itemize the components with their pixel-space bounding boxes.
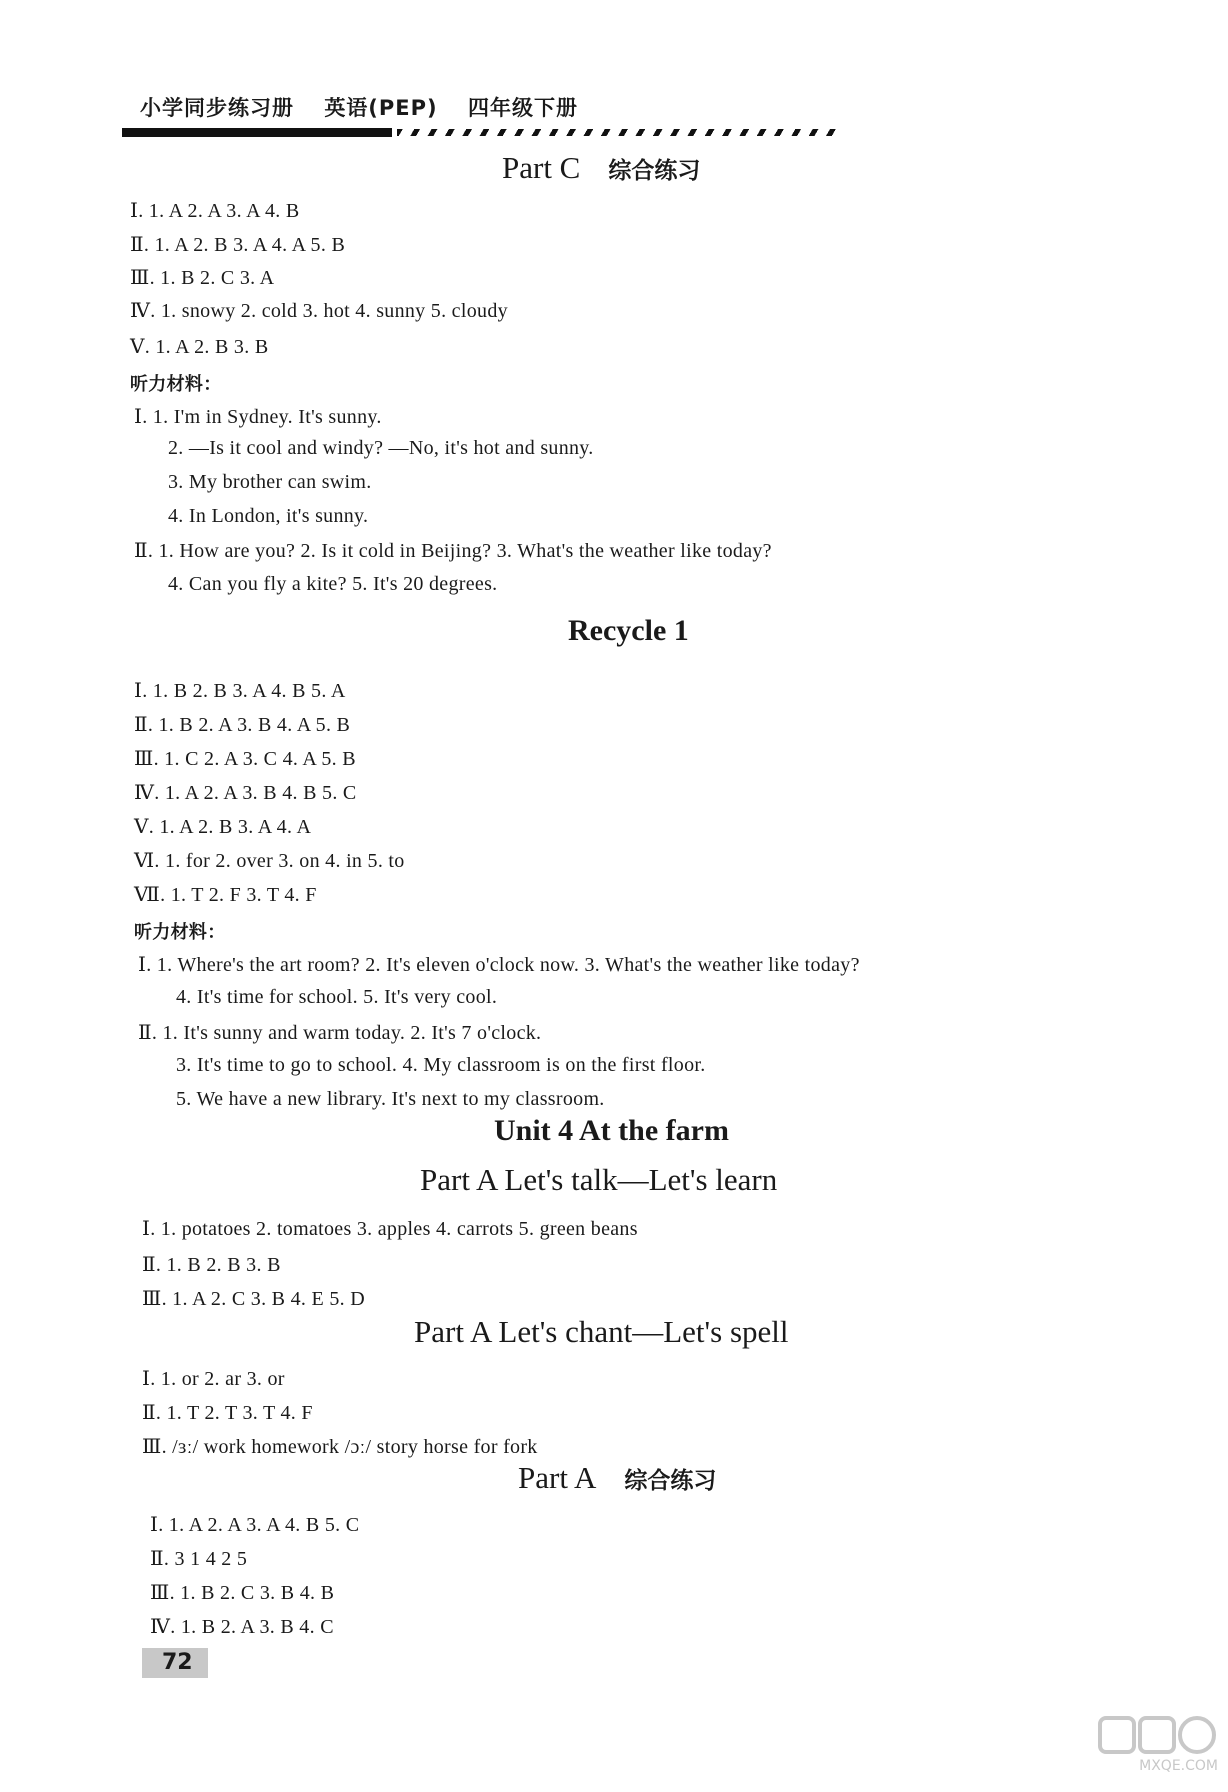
answer-line: Ⅰ. 1. or 2. ar 3. or <box>142 1368 285 1390</box>
answer-line: Ⅰ. 1. B 2. B 3. A 4. B 5. A <box>134 680 346 702</box>
running-header <box>140 92 600 122</box>
section-heading-recycle-1: Recycle 1 <box>568 614 689 647</box>
listening-line: 4. It's time for school. 5. It's very cool. <box>176 986 498 1008</box>
part-title: Part A <box>518 1460 597 1495</box>
answer-line: Ⅴ. 1. A 2. B 3. A 4. A <box>134 816 312 838</box>
answer-line: Ⅱ. 1. B 2. A 3. B 4. A 5. B <box>134 714 351 736</box>
watermark-domain: MXQE.COM <box>1139 1758 1218 1774</box>
book-title: 小学同步练习册 <box>140 96 294 120</box>
page-number: 72 <box>142 1648 208 1678</box>
part-heading: Part A Let's chant—Let's spell <box>414 1314 789 1349</box>
answer-line: Ⅲ. 1. B 2. C 3. B 4. B <box>150 1582 335 1604</box>
listening-line: Ⅰ. 1. Where's the art room? 2. It's eleven o'clock now. 3. What's the weather like today? <box>138 954 860 976</box>
listening-line: 4. Can you fly a kite? 5. It's 20 degrees. <box>168 573 498 595</box>
answer-line: Ⅲ. /ɜː/ work homework /ɔː/ story horse for fork <box>142 1436 538 1458</box>
listening-line: Ⅱ. 1. It's sunny and warm today. 2. It's 7 o'clock. <box>138 1022 542 1044</box>
answer-line: Ⅲ. 1. B 2. C 3. A <box>130 267 275 289</box>
answer-line: Ⅶ. 1. T 2. F 3. T 4. F <box>134 884 317 906</box>
listening-line: 3. My brother can swim. <box>168 471 372 493</box>
answer-line: Ⅳ. 1. A 2. A 3. B 4. B 5. C <box>134 782 357 804</box>
answer-line: Ⅰ. 1. A 2. A 3. A 4. B 5. C <box>150 1514 360 1536</box>
listening-line: Ⅰ. 1. I'm in Sydney. It's sunny. <box>134 406 382 428</box>
part-heading <box>518 1460 716 1496</box>
answer-line: Ⅳ. 1. B 2. A 3. B 4. C <box>150 1616 334 1638</box>
answer-line: Ⅳ. 1. snowy 2. cold 3. hot 4. sunny 5. cloudy <box>130 300 508 322</box>
answer-line: Ⅴ. 1. A 2. B 3. B <box>130 336 269 358</box>
listening-line: 4. In London, it's sunny. <box>168 505 369 527</box>
watermark <box>1068 1714 1218 1784</box>
listening-line: 2. —Is it cool and windy? —No, it's hot and sunny. <box>168 437 594 459</box>
unit-heading: Unit 4 At the farm <box>494 1114 729 1147</box>
answer-line: Ⅱ. 1. A 2. B 3. A 4. A 5. B <box>130 234 346 256</box>
part-title-cn: 综合练习 <box>624 1468 717 1494</box>
answer-line: Ⅲ. 1. C 2. A 3. C 4. A 5. B <box>134 748 356 770</box>
answer-line: Ⅵ. 1. for 2. over 3. on 4. in 5. to <box>134 850 405 872</box>
listening-label: 听力材料： <box>134 922 226 943</box>
grade: 四年级下册 <box>467 96 578 120</box>
answer-line: Ⅰ. 1. potatoes 2. tomatoes 3. apples 4. carrots 5. green beans <box>142 1218 638 1240</box>
section-heading-part-c <box>502 150 700 186</box>
header-rule <box>122 128 722 137</box>
answer-line: Ⅱ. 1. T 2. T 3. T 4. F <box>142 1402 313 1424</box>
subject: 英语(PEP) <box>324 96 438 120</box>
watermark-logo-icon <box>1098 1714 1218 1758</box>
listening-line: 5. We have a new library. It's next to my classroom. <box>176 1088 605 1110</box>
part-heading: Part A Let's talk—Let's learn <box>420 1162 778 1197</box>
listening-line: Ⅱ. 1. How are you? 2. Is it cold in Beijing? 3. What's the weather like today? <box>134 540 772 562</box>
answer-line: Ⅰ. 1. A 2. A 3. A 4. B <box>130 200 300 222</box>
answer-line: Ⅱ. 1. B 2. B 3. B <box>142 1254 281 1276</box>
listening-label: 听力材料： <box>130 374 222 395</box>
answer-line: Ⅱ. 3 1 4 2 5 <box>150 1548 248 1570</box>
listening-line: 3. It's time to go to school. 4. My classroom is on the first floor. <box>176 1054 706 1076</box>
section-title: Part C <box>502 150 581 185</box>
section-title-cn: 综合练习 <box>608 158 701 184</box>
answer-line: Ⅲ. 1. A 2. C 3. B 4. E 5. D <box>142 1288 365 1310</box>
